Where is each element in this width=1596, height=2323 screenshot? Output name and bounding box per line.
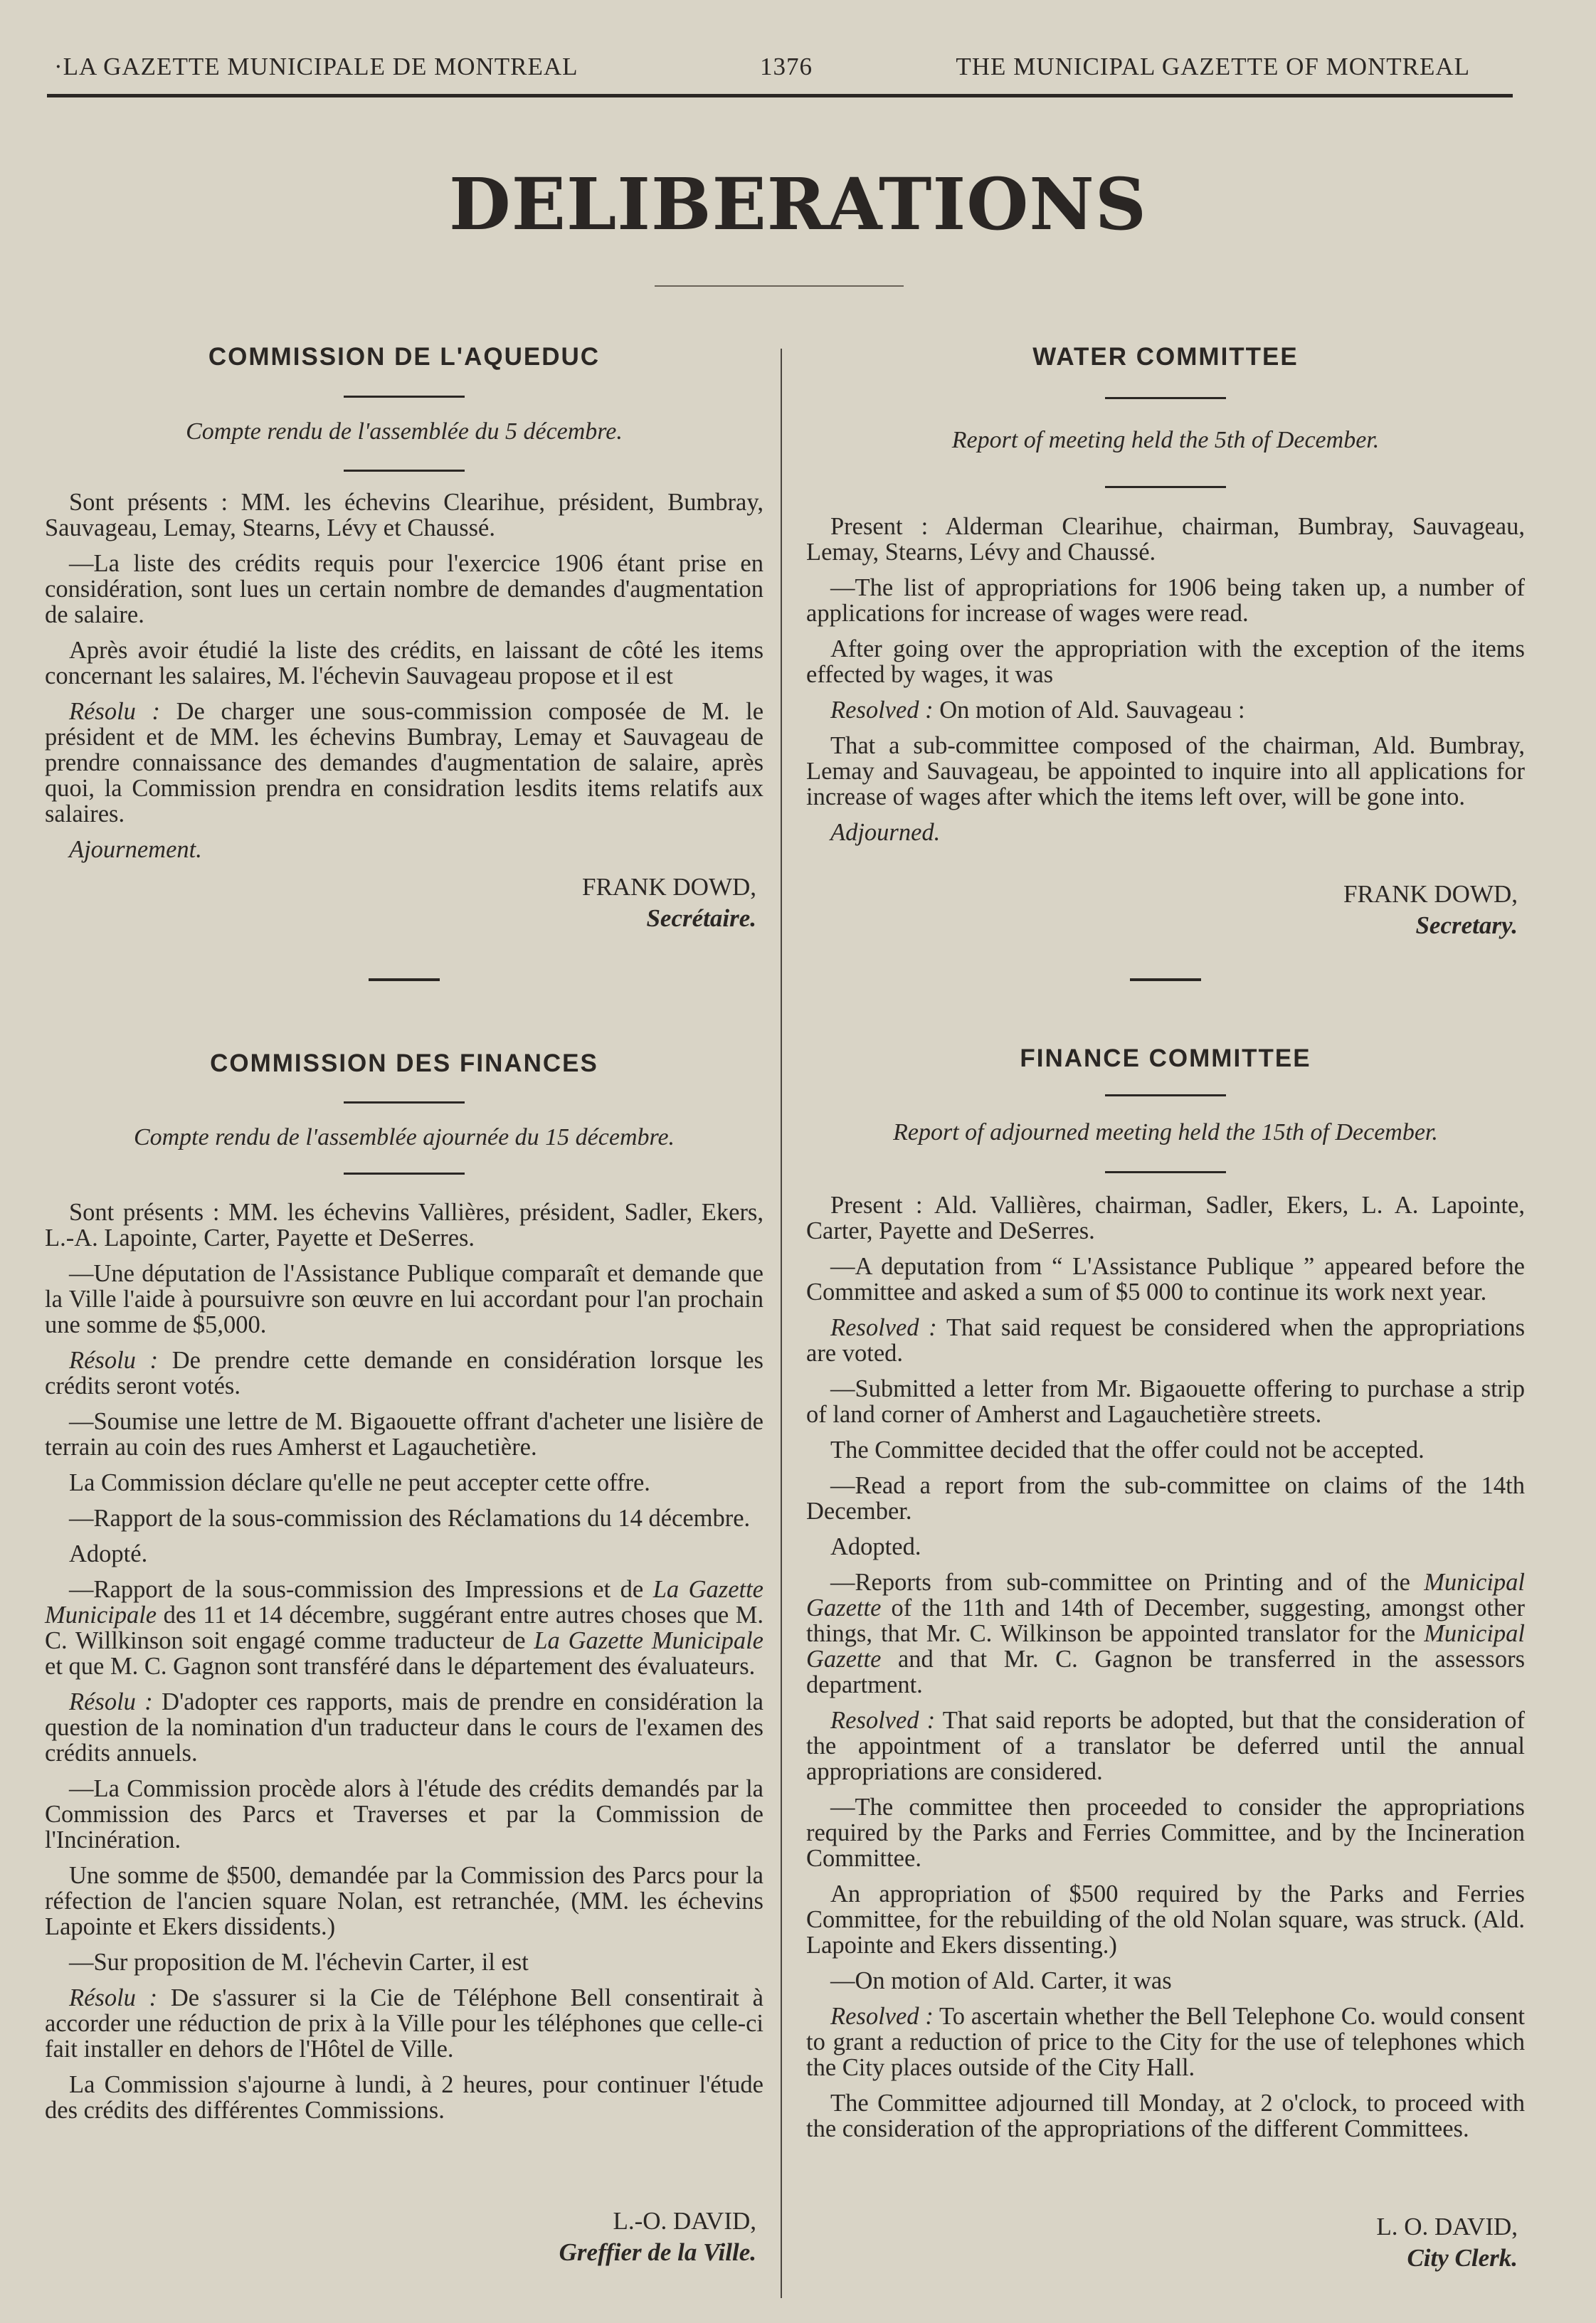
section-subtitle-aqueduc: Compte rendu de l'assemblée du 5 décembre. (186, 418, 623, 445)
paragraph (45, 1348, 763, 1399)
publication-name: La Gazette Municipale (45, 1576, 763, 1629)
paragraph: Present : Alderman Clearihue, chairman, Bumbray, Sauvageau, Lemay, Stearns, Lévy and Chaussé. (806, 513, 1525, 566)
section-rule (344, 1173, 465, 1175)
page-header (47, 47, 1513, 97)
signature-role: Secretary. (1415, 911, 1518, 939)
section-body-finances (45, 1200, 763, 2133)
section-title-water: WATER COMMITTEE (1032, 343, 1299, 371)
paragraph: La Commission déclare qu'elle ne peut accepter cette offre. (69, 1469, 650, 1496)
section-subtitle-finances: Compte rendu de l'assemblée ajournée du 15 décembre. (133, 1124, 675, 1150)
paragraph: The Committee decided that the offer could not be accepted. (830, 1436, 1425, 1464)
paragraph: After going over the appropriation with the exception of the items effected by wages, it was (806, 635, 1525, 688)
paragraph (806, 1570, 1525, 1698)
resolution-label: Resolved : (830, 1707, 936, 1734)
resolution-label: Résolu : (69, 1688, 153, 1715)
paragraph: La Commission s'ajourne à lundi, à 2 heures, pour continuer l'étude des crédits des différentes Commissions. (45, 2071, 763, 2124)
paragraph: —La liste des crédits requis pour l'exercice 1906 étant prise en considération, sont lues un certain nombre de demandes d'augmentation de salaire. (45, 550, 763, 628)
paragraph: Sont présents : MM. les échevins Clearihue, président, Bumbray, Sauvageau, Lemay, Stearns, Lévy et Chaussé. (45, 489, 763, 541)
paragraph: Sont présents : MM. les échevins Vallières, président, Sadler, Ekers, L.-A. Lapointe, Carter, Payette et DeSerres. (45, 1199, 763, 1252)
page-number: 1376 (760, 53, 813, 80)
column-divider (781, 349, 782, 2298)
paragraph: Après avoir étudié la liste des crédits, en laissant de côté les items concernant les salaires, M. l'échevin Sauvageau propose et il est (45, 637, 763, 689)
resolution-text: That said request be considered when the appropriations are voted. (806, 1314, 1525, 1367)
paragraph (806, 1315, 1525, 1366)
section-rule (1105, 397, 1226, 399)
paragraph: Adopté. (69, 1540, 148, 1567)
page-title: DELIBERATIONS (449, 162, 1147, 246)
paragraph (45, 1577, 763, 1679)
signature-role: Greffier de la Ville. (559, 2238, 756, 2266)
signature-name: L.-O. DAVID, (613, 2207, 756, 2235)
paragraph: That a sub-committee composed of the chairman, Ald. Bumbray, Lemay and Sauvageau, be appointed to inquire into all applications for increase of wages after which the items left over, will be gone into. (806, 732, 1525, 810)
paragraph (45, 1985, 763, 2062)
section-body-water (806, 514, 1525, 855)
paragraph: Present : Ald. Vallières, chairman, Sadler, Ekers, L. A. Lapointe, Carter, Payette and DeSerres. (806, 1192, 1525, 1244)
resolution-text: D'adopter ces rapports, mais de prendre en considération la question de la nomination d'un traducteur dans le cours de l'examen des crédits annuels. (45, 1688, 763, 1767)
signature-role: Secrétaire. (646, 904, 756, 932)
paragraph: —A deputation from “ L'Assistance Publique ” appeared before the Committee and asked a sum of $5 000 to continue its work next year. (806, 1253, 1525, 1306)
signature-name: FRANK DOWD, (1343, 880, 1518, 908)
section-subtitle-finance: Report of adjourned meeting held the 15th of December. (893, 1119, 1438, 1145)
text-run: —Rapport de la sous-commission des Impressions et de (69, 1576, 653, 1603)
resolution-label: Résolu : (69, 1347, 159, 1374)
section-rule (1105, 486, 1226, 488)
resolution-text: On motion of Ald. Sauvageau : (933, 697, 1245, 724)
paragraph: —The committee then proceeded to consider the appropriations required by the Parks and Ferries Committee, and by the Incineration Committee. (806, 1794, 1525, 1872)
publication-name: Municipal Gazette (806, 1569, 1525, 1621)
paragraph: Adopted. (830, 1533, 921, 1560)
paragraph: —Read a report from the sub-committee on claims of the 14th December. (806, 1472, 1525, 1525)
paragraph: The Committee adjourned till Monday, at 2 o'clock, to proceed with the consideration of the appropriations of the different Committees. (806, 2090, 1525, 2142)
signature-water (1343, 879, 1518, 941)
publication-name: La Gazette Municipale (534, 1627, 763, 1654)
resolution-text: De charger une sous-commission composée de M. le président et de MM. les échevins Bumbray, Lemay et Sauvageau de prendre connaissance des demandes d'augmentation de salaire, après quoi, la Commission prendra en considration lesdits items relatifs aux salaires. (45, 698, 764, 827)
section-separator (369, 978, 440, 981)
section-rule (344, 396, 465, 398)
paragraph (806, 2004, 1525, 2080)
paragraph: —Sur proposition de M. l'échevin Carter, il est (69, 1949, 529, 1976)
signature-finance (1376, 2211, 1518, 2274)
section-rule (344, 470, 465, 472)
paragraph: —Rapport de la sous-commission des Réclamations du 14 décembre. (69, 1505, 751, 1532)
resolution-text: De prendre cette demande en considération lorsque les crédits seront votés. (45, 1347, 763, 1399)
resolution-label: Résolu : (69, 698, 160, 725)
header-rule (47, 94, 1513, 97)
section-title-aqueduc: COMMISSION DE L'AQUEDUC (208, 343, 601, 371)
section-title-finances: COMMISSION DES FINANCES (210, 1049, 598, 1077)
paragraph: —Submitted a letter from Mr. Bigaouette offering to purchase a strip of land corner of Amherst and Lagauchetière streets. (806, 1375, 1525, 1428)
text-run: et que M. C. Gagnon sont transféré dans le département des évaluateurs. (45, 1653, 756, 1680)
paragraph (45, 1689, 763, 1766)
text-run: des 11 et 14 décembre, suggérant entre autres choses que M. C. Willkinson soit engagé comme traducteur de (45, 1602, 763, 1654)
paragraph (806, 697, 1525, 723)
adjournment: Adjourned. (830, 819, 941, 846)
section-body-finance (806, 1192, 1525, 2152)
resolution-label: Resolved : (830, 1314, 937, 1341)
publication-name: Municipal Gazette (806, 1620, 1525, 1673)
section-body-aqueduc (45, 490, 763, 872)
section-separator (1130, 978, 1201, 981)
section-subtitle-water: Report of meeting held the 5th of December. (951, 427, 1380, 453)
section-rule (1105, 1094, 1226, 1096)
signature-name: FRANK DOWD, (582, 873, 756, 901)
paragraph: —On motion of Ald. Carter, it was (830, 1967, 1172, 1994)
header-french-title: ·LA GAZETTE MUNICIPALE DE MONTREAL (54, 53, 578, 80)
section-rule (1105, 1171, 1226, 1173)
signature-name: L. O. DAVID, (1376, 2213, 1518, 2240)
title-rule (655, 285, 904, 287)
text-run: and that Mr. C. Gagnon be transferred in the assessors department. (806, 1646, 1525, 1698)
paragraph: An appropriation of $500 required by the Parks and Ferries Committee, for the rebuilding of the old Nolan square, was struck. (Ald. Lapointe and Ekers dissenting.) (806, 1880, 1525, 1959)
resolution-text: That said reports be adopted, but that the consideration of the appointment of a translator be deferred until the annual appropriations are considered. (806, 1707, 1526, 1785)
text-run: of the 11th and 14th of December, suggesting, amongst other things, that Mr. C. Wilkinson be appointed translator for the (806, 1594, 1525, 1647)
section-title-finance: FINANCE COMMITTEE (1020, 1044, 1311, 1072)
resolution-text: De s'assurer si la Cie de Téléphone Bell consentirait à accorder une réduction de prix à la Ville pour les téléphones que celle-ci fait installer en dehors de l'Hôtel de Ville. (45, 1984, 763, 2063)
signature-role: City Clerk. (1407, 2244, 1518, 2272)
resolution-label: Resolved : (830, 697, 934, 724)
paragraph: —The list of appropriations for 1906 being taken up, a number of applications for increase of wages were read. (806, 574, 1525, 627)
paragraph (806, 1708, 1525, 1784)
section-rule (344, 1101, 465, 1104)
resolution-text: To ascertain whether the Bell Telephone Co. would consent to grant a reduction of price to the City for the use of telephones which the City places outside of the City Hall. (806, 2003, 1525, 2081)
paragraph: —Soumise une lettre de M. Bigaouette offrant d'acheter une lisière de terrain au coin des rues Amherst et Lagauchetière. (45, 1408, 763, 1461)
paragraph: —La Commission procède alors à l'étude des crédits demandés par la Commission des Parcs et Traverses et par la Commission de l'Incinération. (45, 1775, 763, 1853)
text-run: —Reports from sub-committee on Printing and of the (830, 1569, 1425, 1596)
paragraph: Une somme de $500, demandée par la Commission des Parcs pour la réfection de l'ancien square Nolan, est retranchée, (MM. les échevins Lapointe et Ekers dissidents.) (45, 1862, 763, 1940)
adjournment: Ajournement. (69, 836, 202, 863)
resolution-label: Résolu : (69, 1984, 158, 2011)
resolution-label: Resolved : (830, 2003, 934, 2030)
signature-aqueduc (582, 872, 756, 934)
paragraph: —Une députation de l'Assistance Publique comparaît et demande que la Ville l'aide à poursuivre son œuvre en lui accordant pour l'an prochain une somme de $5,000. (45, 1260, 763, 1338)
paragraph (45, 699, 763, 827)
signature-finances (559, 2206, 756, 2268)
header-english-title: THE MUNICIPAL GAZETTE OF MONTREAL (956, 53, 1470, 80)
